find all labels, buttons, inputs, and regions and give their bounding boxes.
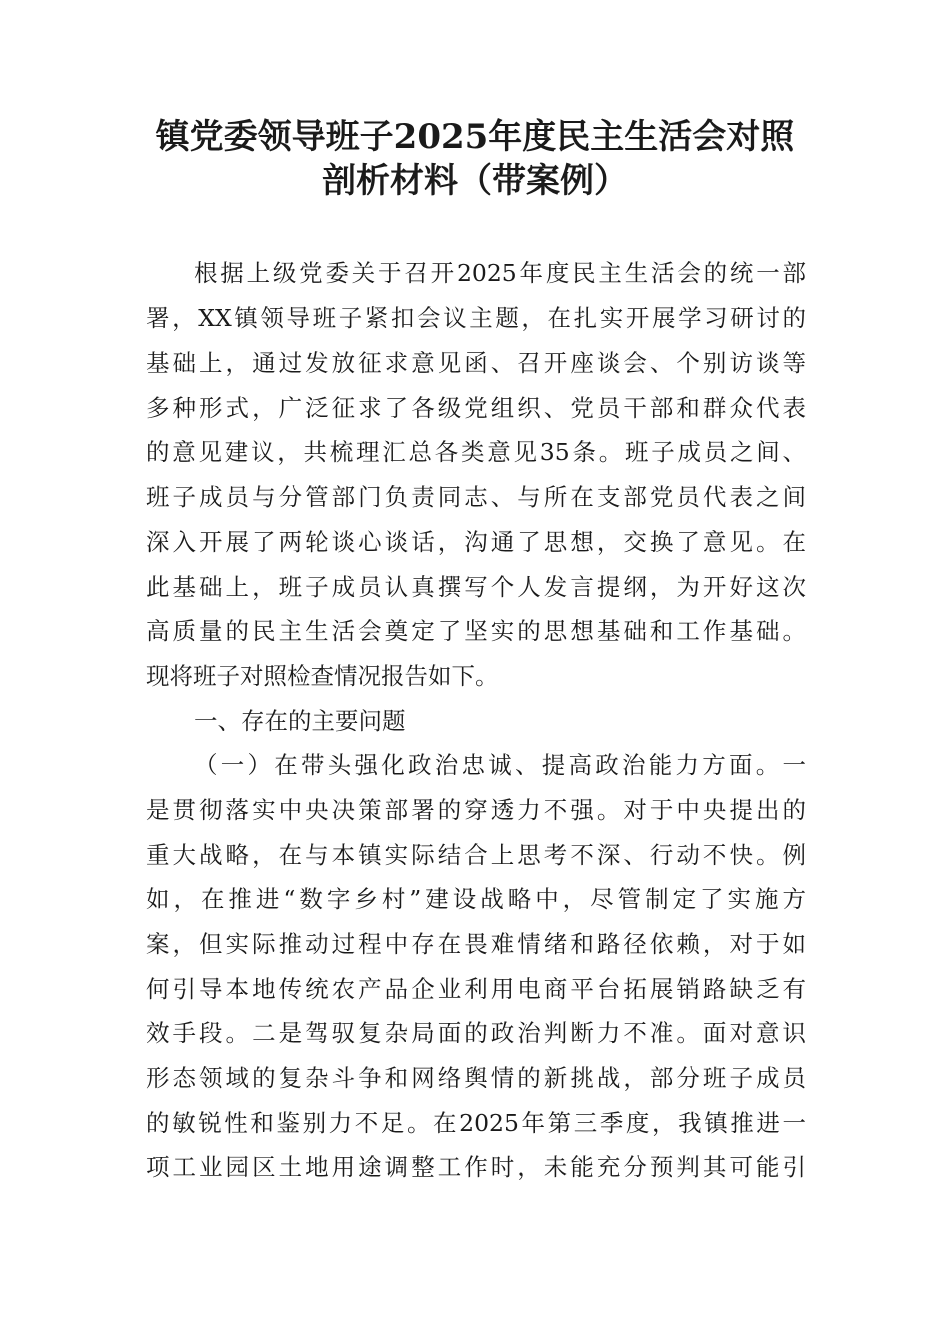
paragraph-line-14: 如，在推进“数字乡村”建设战略中，尽管制定了实施方	[146, 885, 806, 913]
paragraph-line-2: 署，XX镇领导班子紧扣会议主题，在扎实开展学习研讨的	[146, 304, 806, 332]
paragraph-line-3: 基础上，通过发放征求意见函、召开座谈会、个别访谈等	[146, 349, 806, 377]
paragraph-line-10: 现将班子对照检查情况报告如下。	[146, 662, 499, 690]
paragraph-line-7: 深入开展了两轮谈心谈话，沟通了思想，交换了意见。在	[146, 528, 806, 556]
title-line-2: 剖析材料（带案例）	[322, 161, 628, 201]
paragraph-line-13: 重大战略，在与本镇实际结合上思考不深、行动不快。例	[146, 841, 806, 869]
paragraph-line-6: 班子成员与分管部门负责同志、与所在支部党员代表之间	[146, 483, 806, 511]
paragraph-line-19: 的敏锐性和鉴别力不足。在2025年第三季度，我镇推进一	[146, 1109, 806, 1137]
paragraph-line-4: 多种形式，广泛征求了各级党组织、党员干部和群众代表	[146, 394, 806, 422]
paragraph-line-16: 何引导本地传统农产品企业利用电商平台拓展销路缺乏有	[146, 975, 806, 1003]
paragraph-line-1: 根据上级党委关于召开2025年度民主生活会的统一部	[194, 259, 806, 287]
paragraph-line-9: 高质量的民主生活会奠定了坚实的思想基础和工作基础。	[146, 617, 806, 645]
paragraph-line-18: 形态领域的复杂斗争和网络舆情的新挑战，部分班子成员	[146, 1064, 806, 1092]
paragraph-line-5: 的意见建议，共梳理汇总各类意见35条。班子成员之间、	[146, 438, 806, 466]
title-line-1: 镇党委领导班子2025年度民主生活会对照	[155, 117, 795, 157]
paragraph-line-8: 此基础上，班子成员认真撰写个人发言提纲，为开好这次	[146, 573, 806, 601]
paragraph-line-12: 是贯彻落实中央决策部署的穿透力不强。对于中央提出的	[146, 796, 806, 824]
paragraph-line-20: 项工业园区土地用途调整工作时，未能充分预判其可能引	[146, 1153, 806, 1181]
section-heading-1: 一、存在的主要问题	[194, 707, 406, 735]
paragraph-line-17: 效手段。二是驾驭复杂局面的政治判断力不准。面对意识	[146, 1019, 806, 1047]
paragraph-line-11: （一）在带头强化政治忠诚、提高政治能力方面。一	[194, 751, 806, 779]
paragraph-line-15: 案，但实际推动过程中存在畏难情绪和路径依赖，对于如	[146, 930, 806, 958]
